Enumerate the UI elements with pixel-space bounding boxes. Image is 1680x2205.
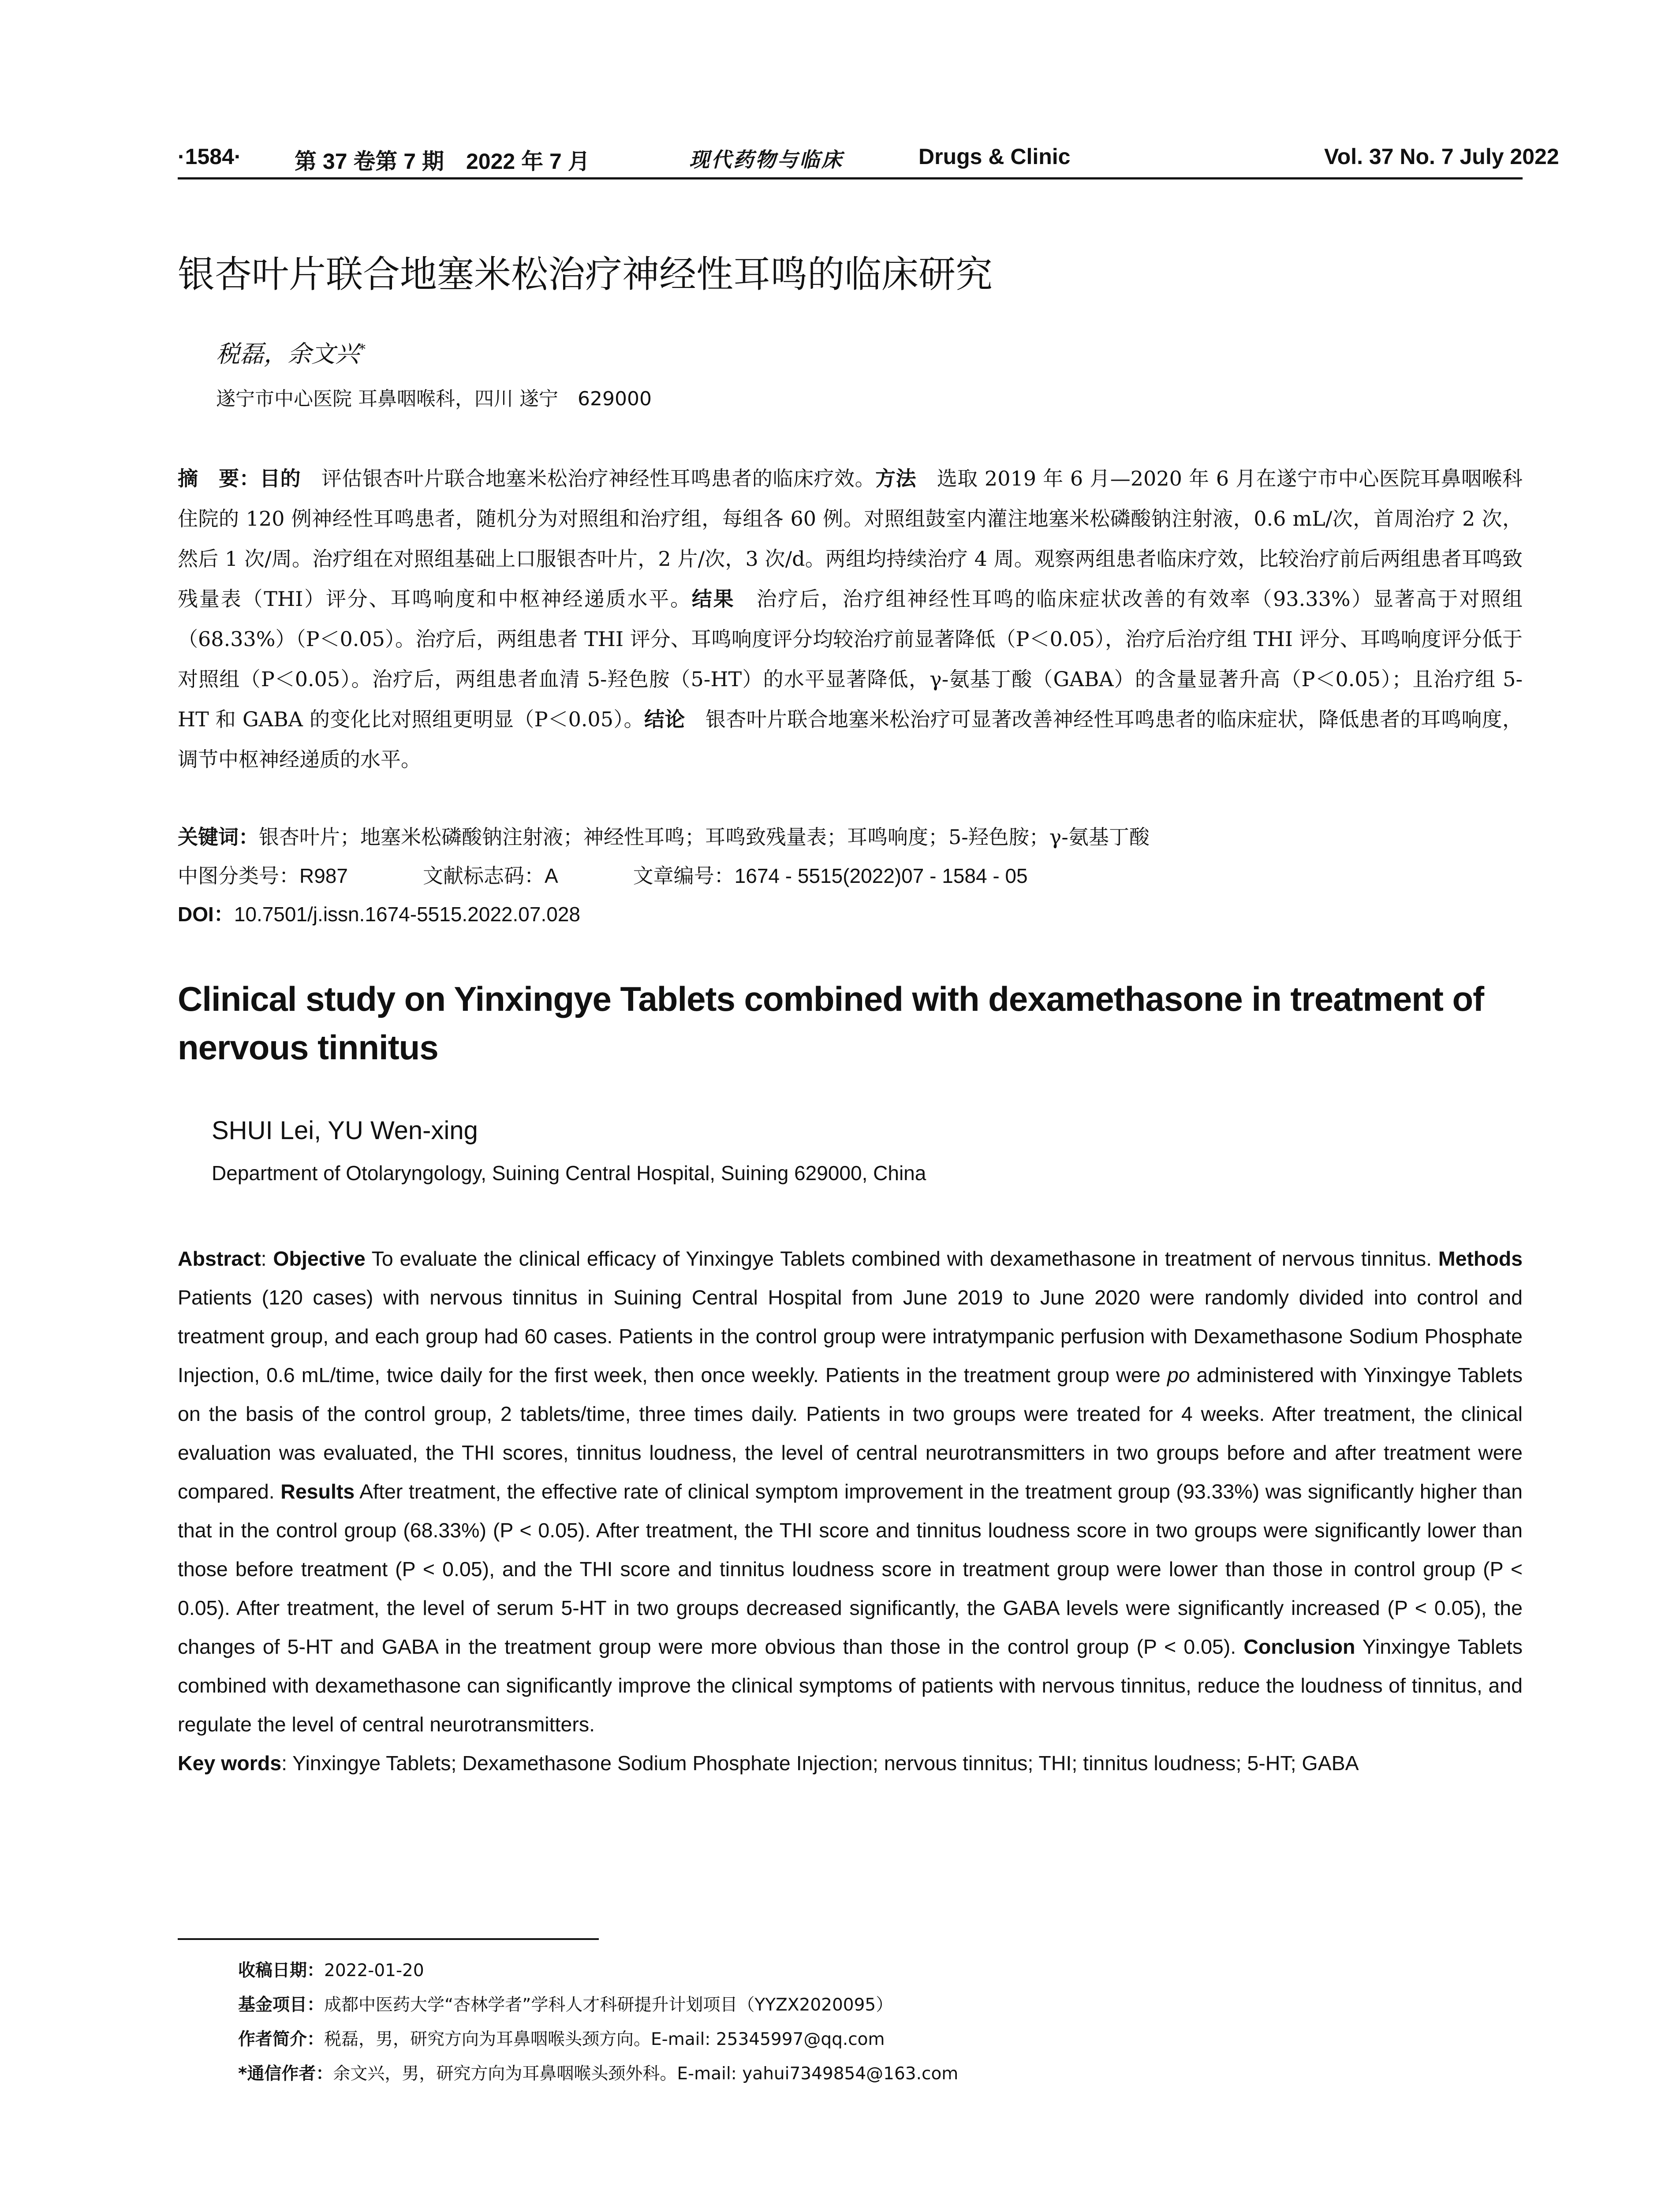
methods-en-po: po bbox=[1167, 1364, 1190, 1387]
methods-cn: 选取 2019 年 6 月—2020 年 6 月在遂宁市中心医院耳鼻咽喉科住院的 120 例神经性耳鸣患者，随机分为对照组和治疗组，每组各 60 例。对照组鼓室内灌注地塞米松磷酸钠注射液，0.6 mL/次，首周治疗 2 次，然后 1 次/周。治疗组在对照组基础上口服银杏叶片，2 片/次，3 次/d。两组均持续治疗 4 周。观察两组患者临床疗效，比较治疗前后两组患者耳鸣致残量表（THI）评分、耳鸣响度和中枢神经递质水平。 bbox=[178, 467, 1523, 611]
received-date: 2022-01-20 bbox=[324, 1961, 424, 1981]
objective-label-en: Objective bbox=[273, 1247, 366, 1270]
page-number: ·1584· bbox=[178, 144, 242, 169]
results-en: After treatment, the effective rate of clinical symptom improvement in the treatment group (93.33%) was significantly higher than that in the control group (68.33%) (P < 0.05). After treatment, the THI score and tinnitus loudness score in two groups were significantly lower than those before treatment (P < 0.05), and the THI score and tinnitus loudness score in treatment group were lower than those in control group (P < 0.05). After treatment, the level of serum 5-HT in two groups decreased significantly, the GABA levels were significantly increased (P < 0.05), the changes of 5-HT and GABA in the treatment group were more obvious than those in the control group (P < 0.05). bbox=[178, 1480, 1523, 1658]
footnote-author bbox=[238, 2022, 958, 2057]
results-cn: 治疗后，治疗组神经性耳鸣的临床症状改善的有效率（93.33%）显著高于对照组（68.33%）（P＜0.05）。治疗后，两组患者 THI 评分、耳鸣响度评分均较治疗前显著降低（P＜0.05），治疗后治疗组 THI 评分、耳鸣响度评分低于对照组（P＜0.05）。治疗后，两组患者血清 5-羟色胺（5-HT）的水平显著降低，γ-氨基丁酸（GABA）的含量显著升高（P＜0.05）；且治疗组 5-HT 和 GABA 的变化比对照组更明显（P＜0.05）。 bbox=[178, 587, 1523, 731]
footnotes bbox=[238, 1954, 958, 2091]
abstract-cn bbox=[178, 459, 1523, 780]
abstract-en: Abstract: Objective To evaluate the clinical efficacy of Yinxingye Tablets combined with dexamethasone in treatment of nervous tinnitus. Methods Patients (120 cases) with nervous tinnitus in Suining Central Hospital from June 2019 to June 2020 were randomly divided into control and treatment group, and each group had 60 cases. Patients in the control group were intratympanic perfusion with Dexamethasone Sodium Phosphate Injection, 0.6 mL/time, twice daily for the first week, then once weekly. Patients in the treatment group were po administered with Yinxingye Tablets on the basis of the control group, 2 tablets/time, three times daily. Patients in two groups were treated for 4 weeks. After treatment, the clinical evaluation was evaluated, the THI scores, tinnitus loudness, the level of central neurotransmitters in two groups before and after treatment were compared. Results After treatment, the effective rate of clinical symptom improvement in the treatment group (93.33%) was significantly higher than that in the control group (68.33%) (P < 0.05). After treatment, the THI score and tinnitus loudness score in two groups were significantly lower than those before treatment (P < 0.05), and the THI score and tinnitus loudness score in treatment group were lower than those in control group (P < 0.05). After treatment, the level of serum 5-HT in two groups decreased significantly, the GABA levels were significantly increased (P < 0.05), the changes of 5-HT and GABA in the treatment group were more obvious than those in the control group (P < 0.05). Conclusion Yinxingye Tablets combined with dexamethasone can significantly improve the clinical symptoms of patients with nervous tinnitus, reduce the loudness of tinnitus, and regulate the level of central neurotransmitters. Key words: Yinxingye Tablets; Dexamethasone Sodium Phosphate Injection; nervous tinnitus; THI; tinnitus loudness; 5-HT; GABA bbox=[178, 1247, 1523, 1775]
abstract-label-cn: 摘 要： bbox=[178, 467, 260, 490]
footnote-received bbox=[238, 1954, 958, 1988]
paper-title-en: Clinical study on Yinxingye Tablets combined with dexamethasone in treatment of nervous tinnitus bbox=[178, 979, 1484, 1067]
methods-en-part2: administered with Yinxingye Tablets on the basis of the control group, 2 tablets/time, three times daily. Patients in two groups were treated for 4 weeks. After treatment, the clinical evaluation was evaluated, the THI scores, tinnitus loudness, the level of central neurotransmitters in two groups before and after treatment were compared. bbox=[178, 1364, 1523, 1503]
keywords-list-cn: 银杏叶片；地塞米松磷酸钠注射液；神经性耳鸣；耳鸣致残量表；耳鸣响度；5-羟色胺；γ-氨基丁酸 bbox=[259, 825, 1150, 849]
footnote-corresponding bbox=[238, 2057, 958, 2091]
authors-cn-names: 税磊，余文兴 bbox=[216, 340, 359, 368]
corresponding-text: 余文兴，男，研究方向为耳鼻咽喉头颈外科。E-mail: yahui7349854@163.com bbox=[333, 2064, 959, 2084]
results-label-en: Results bbox=[280, 1480, 355, 1503]
abstract-label-en: Abstract bbox=[178, 1247, 261, 1270]
keywords-cn bbox=[178, 821, 1523, 850]
fund-label: 基金项目： bbox=[238, 1995, 325, 2015]
journal-name-cn: 现代药物与临床 bbox=[689, 148, 844, 172]
received-label: 收稿日期： bbox=[238, 1961, 325, 1981]
clc-number: 中图分类号：R987 bbox=[178, 864, 348, 887]
affiliation-en: Department of Otolaryngology, Suining Central Hospital, Suining 629000, China bbox=[212, 1162, 926, 1185]
methods-label-en: Methods bbox=[1438, 1247, 1523, 1270]
corresponding-mark: * bbox=[359, 342, 366, 357]
methods-en-part1: Patients (120 cases) with nervous tinnitus in Suining Central Hospital from June 2019 to June 2020 were randomly divided into control and treatment group, and each group had 60 cases. Patients in the control group were intratympanic perfusion with Dexamethasone Sodium Phosphate Injection, 0.6 mL/time, twice daily for the first week, then once weekly. Patients in the treatment group were bbox=[178, 1286, 1523, 1387]
objective-en: To evaluate the clinical efficacy of Yinxingye Tablets combined with dexamethasone in treatment of nervous tinnitus. bbox=[365, 1247, 1432, 1270]
objective-label-cn: 目的 bbox=[260, 467, 301, 490]
author-text: 税磊，男，研究方向为耳鼻咽喉头颈方向。E-mail: 25345997@qq.com bbox=[324, 2029, 885, 2049]
running-header bbox=[178, 141, 1559, 179]
author-label: 作者简介： bbox=[238, 2029, 325, 2049]
journal-name-en: Drugs & Clinic bbox=[918, 144, 1071, 169]
fund-text: 成都中医药大学“杏林学者”学科人才科研提升计划项目（YYZX2020095） bbox=[324, 1995, 893, 2015]
footnote-fund bbox=[238, 1988, 958, 2022]
affiliation-cn: 遂宁市中心医院 耳鼻咽喉科，四川 遂宁 629000 bbox=[216, 388, 652, 410]
doi-line bbox=[178, 898, 580, 927]
conclusion-label-cn: 结论 bbox=[644, 707, 685, 731]
keywords-label-cn: 关键词： bbox=[178, 825, 259, 849]
results-label-cn: 结果 bbox=[691, 587, 735, 611]
conclusion-cn: 银杏叶片联合地塞米松治疗可显著改善神经性耳鸣患者的临床症状，降低患者的耳鸣响度，调节中枢神经递质的水平。 bbox=[178, 707, 1523, 771]
conclusion-label-en: Conclusion bbox=[1243, 1635, 1355, 1658]
corresponding-label: *通信作者： bbox=[238, 2064, 333, 2084]
authors-cn bbox=[216, 335, 366, 369]
conclusion-en: Yinxingye Tablets combined with dexamethasone can significantly improve the clinical symptoms of patients with nervous tinnitus, reduce the loudness of tinnitus, and regulate the level of central neurotransmitters. bbox=[178, 1635, 1523, 1736]
authors-en: SHUI Lei, YU Wen-xing bbox=[212, 1116, 478, 1145]
methods-label-cn: 方法 bbox=[875, 467, 917, 490]
classification-line bbox=[178, 860, 1028, 889]
keywords-list-en: Yinxingye Tablets; Dexamethasone Sodium Phosphate Injection; nervous tinnitus; THI; tinnitus loudness; 5-HT; GABA bbox=[292, 1752, 1359, 1775]
volume-en: Vol. 37 No. 7 July 2022 bbox=[1324, 144, 1559, 169]
document-code: 文献标志码：A bbox=[422, 864, 558, 887]
doi-link[interactable]: 10.7501/j.issn.1674-5515.2022.07.028 bbox=[234, 903, 580, 926]
paper-title-cn: 银杏叶片联合地塞米松治疗神经性耳鸣的临床研究 bbox=[178, 253, 993, 296]
doi-label: DOI： bbox=[178, 903, 234, 926]
article-number: 文章编号：1674 - 5515(2022)07 - 1584 - 05 bbox=[633, 864, 1028, 887]
objective-cn: 评估银杏叶片联合地塞米松治疗神经性耳鸣患者的临床疗效。 bbox=[301, 467, 876, 490]
keywords-label-en: Key words bbox=[178, 1752, 282, 1775]
issue-cn: 第 37 卷第 7 期 2022 年 7 月 bbox=[295, 149, 590, 174]
footnote-rule bbox=[178, 1938, 599, 1940]
